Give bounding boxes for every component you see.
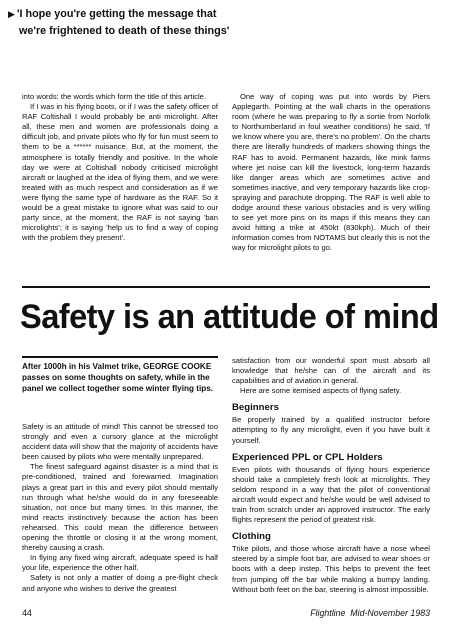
article-headline: Safety is an attitude of mind	[20, 298, 439, 336]
article-standfirst: After 1000h in his Valmet trike, GEORGE COOKE passes on some thoughts on safety, while in the panel we collect together some winter flying tips.	[22, 356, 218, 394]
pull-quote-line-2: we're frightened to death of these things'	[19, 25, 230, 37]
section-heading-experienced-holders: Experienced PPL or CPL Holders	[232, 451, 383, 463]
paragraph: into words: the words which form the title of this article.	[22, 92, 207, 101]
section-divider	[22, 286, 430, 288]
publication-info	[310, 608, 430, 618]
section-heading-beginners: Beginners	[232, 402, 279, 414]
paragraph: Safety is an attitude of mind! This cannot be stressed too strongly and even a cursory glance at the microlight accident data will show that the majority of accidents have been caused by pilots who were mentally unprepared.	[22, 422, 218, 462]
paragraph: One way of coping was put into words by Piers Applegarth. Pointing at the wall charts in the operations room (where he was preparing to fly a sortie from Norfolk to Northumberland in foul weather conditions) he said, 'If we know where you are, there's no problem'. On the charts there are literally hundreds of markers showing things the RAF has to avoid. Permanent hazards, like mink farms where jet noise can kill the livestock, long-term hazards like danger areas which are sometimes active and sometimes inactive, and very temporary hazards like crop-spraying and parachute dropping. The RAF is well able to dodge around these various obstacles and is very willing to see yet more pins on its maps if this means they can avoid hitting a trike at 450kt (830kph). Much of their information comes from NOTAMS but clearly this is not the way for microlight pilots to go.	[232, 92, 430, 253]
upper-right-column	[232, 92, 430, 254]
lower-left-column	[22, 422, 218, 594]
paragraph: If I was in his flying boots, or if I was the safety officer of RAF Coltishall I would probably be anti microlight. After all, these men and women are professionals doing a difficult job, and private pilots who fly for fun must seem to them to be a ****** nuisance. But, at the moment, the atmosphere is totally friendly and positive. In the whole day we were at Coltishall nobody criticised microlight aircraft or laughed at the idea of flying them, and we were treated with as much respect and consideration as if we were flying the same type of hardware as the RAF. So it would be a great mistake to ignore what was said to our party since, at the moment, the RAF is not saying 'ban microlights'; it is saying 'help us to find a way of coping with the problem they present'.	[22, 102, 218, 243]
upper-left-column	[22, 92, 218, 243]
issue-date: Mid-November 1983	[350, 608, 430, 618]
section-body-beginners: Be properly trained by a qualified instructor before attempting to fly any microlight, even if you have built it yourself.	[232, 415, 430, 445]
section-heading-clothing: Clothing	[232, 531, 271, 543]
paragraph: Here are some itemised aspects of flying safety.	[240, 386, 402, 396]
pull-quote-line-1: 'I hope you're getting the message that	[16, 8, 217, 20]
paragraph: The finest safeguard against disaster is a mind that is pre-conditioned, trained and forewarned. Imagination plays a great part in this and every pilot should mentally run through what he/she would do in any foreseeable situation, not once but many times. In this manner, the mind reacts instinctively because the action has been rehearsed. This could mean the difference between opening the throttle or closing it at the wrong moment, thereby causing a crash.	[22, 462, 218, 553]
section-body-experienced-holders: Even pilots with thousands of flying hours experience should take a completely fresh look at microlights. They seldom respond in a way that the pilot of conventional aircraft would expect and he/she would be well advised to train from scratch under an approved instructor. The early flights represent the period of greatest risk.	[232, 464, 430, 525]
paragraph: satisfaction from our wonderful sport must absorb all knowledge that he/she can of the aircraft and its capabilities and of aviation in general.	[232, 356, 430, 386]
pull-quote	[8, 6, 438, 40]
magazine-name: Flightline	[310, 608, 346, 618]
paragraph: In flying any fixed wing aircraft, adequate speed is half your life, experience the other half.	[22, 553, 218, 573]
page-number: 44	[22, 608, 32, 618]
paragraph: Safety is not only a matter of doing a pre-flight check and anyone who wishes to derive the greatest	[22, 573, 218, 593]
triangle-bullet-icon: ▶	[8, 9, 15, 19]
lower-right-column	[232, 356, 430, 595]
section-body-clothing: Trike pilots, and those whose aircraft have a nose wheel steered by a simple foot bar, are advised to wear shoes or boots with a deep instep. This helps to prevent the feet from jumping off the bar while making a bumpy landing. Without both feet on the bar, steering is almost impossible.	[232, 544, 430, 594]
